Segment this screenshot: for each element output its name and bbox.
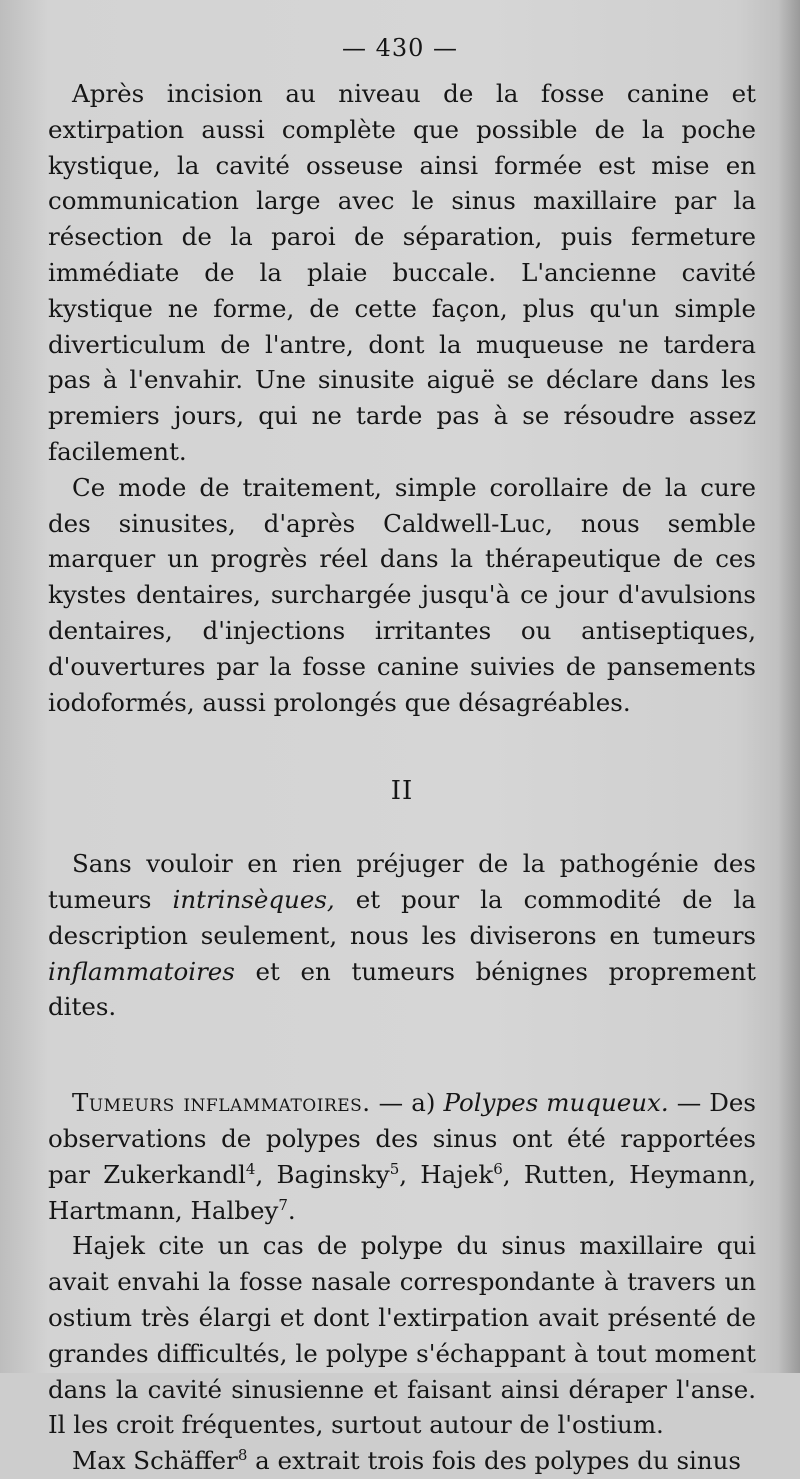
paragraph-4-text-5: , Rutten, Heymann, Hartmann, Halbey — [48, 1159, 756, 1225]
section-heading: II — [390, 776, 414, 807]
footnote-ref-5: 5 — [389, 1159, 400, 1178]
paragraph-3-emphasis-2: inflammatoires — [48, 956, 235, 986]
body-text — [48, 76, 756, 1479]
paragraph-2: Ce mode de traitement, simple corollaire de la cure des sinusites, d'après Caldwell-Luc, nous semble marquer un progrès réel dans la thérapeutique de ces kystes dentaires, surchargée jusqu'à ce jour d'avulsions dentaires, d'injections irritantes ou antiseptiques, d'ouvertures par la fosse canine suivies de pansements iodoformés, aussi prolongés que désagréables. — [48, 472, 756, 717]
paragraph-4-text-6: . — [287, 1195, 296, 1225]
paragraph-6-text-2: a extrait trois fois des polypes du sinus — [247, 1446, 741, 1476]
paragraph-4-emphasis-1: Polypes muqueux. — [443, 1088, 669, 1118]
paragraph-4-text-1: — a) — [370, 1088, 444, 1118]
paragraph-3-text-3: et en tumeurs bénignes proprement dites. — [48, 956, 756, 1022]
paragraph-1: Après incision au niveau de la fosse canine et extirpation aussi complète que possible de la poche kystique, la cavité osseuse ainsi formée est mise en communication large avec le sinus maxillaire par la résection de la paroi de séparation, puis fermeture immédiate de la plaie buccale. L'ancienne cavité kystique ne forme, de cette façon, plus qu'un simple diverticulum de l'antre, dont la muqueuse ne tardera pas à l'envahir. Une sinusite aiguë se déclare dans les premiers jours, qui ne tarde pas à se résoudre assez facilement. — [48, 79, 756, 466]
paragraph-5: Hajek cite un cas de polype du sinus maxillaire qui avait envahi la fosse nasale correspondante à travers un ostium très élargi et dont l'extirpation avait présenté de grandes difficultés, le polype s'échappant à tout moment dans la cavité sinusienne et faisant ainsi déraper l'anse. Il les croit fréquentes, surtout autour de l'ostium. — [48, 1231, 756, 1440]
footnote-ref-6: 6 — [493, 1159, 503, 1178]
page-edge-shadow — [778, 0, 800, 1373]
paragraph-6-text-1: Max Schäffer — [72, 1446, 238, 1476]
paragraph-4-text-3: , Baginsky — [255, 1159, 390, 1189]
paragraph-6 — [48, 1443, 756, 1479]
page-number: — 430 — — [341, 34, 459, 62]
paragraph-3-text-1: Sans vouloir en rien préjuger de la pathogénie des tumeurs — [48, 849, 756, 914]
paragraph-3-text-2: et pour la commodité de la description seulement, nous les diviserons en tumeurs — [48, 884, 756, 950]
footnote-ref-8: 8 — [237, 1446, 248, 1465]
paragraph-3-emphasis-1: intrinsèques, — [172, 884, 335, 914]
footnote-ref-7: 7 — [278, 1195, 288, 1214]
paragraph-3 — [48, 846, 756, 1025]
subsection-title: Tumeurs inflammatoires. — [72, 1088, 371, 1118]
paragraph-4 — [48, 1085, 756, 1228]
paragraph-4-text-2: — Des observations de polypes des sinus ont été rapportées par Zukerkandl — [48, 1088, 757, 1189]
footnote-ref-4: 4 — [245, 1159, 256, 1178]
paragraph-4-text-4: , Hajek — [399, 1159, 494, 1189]
